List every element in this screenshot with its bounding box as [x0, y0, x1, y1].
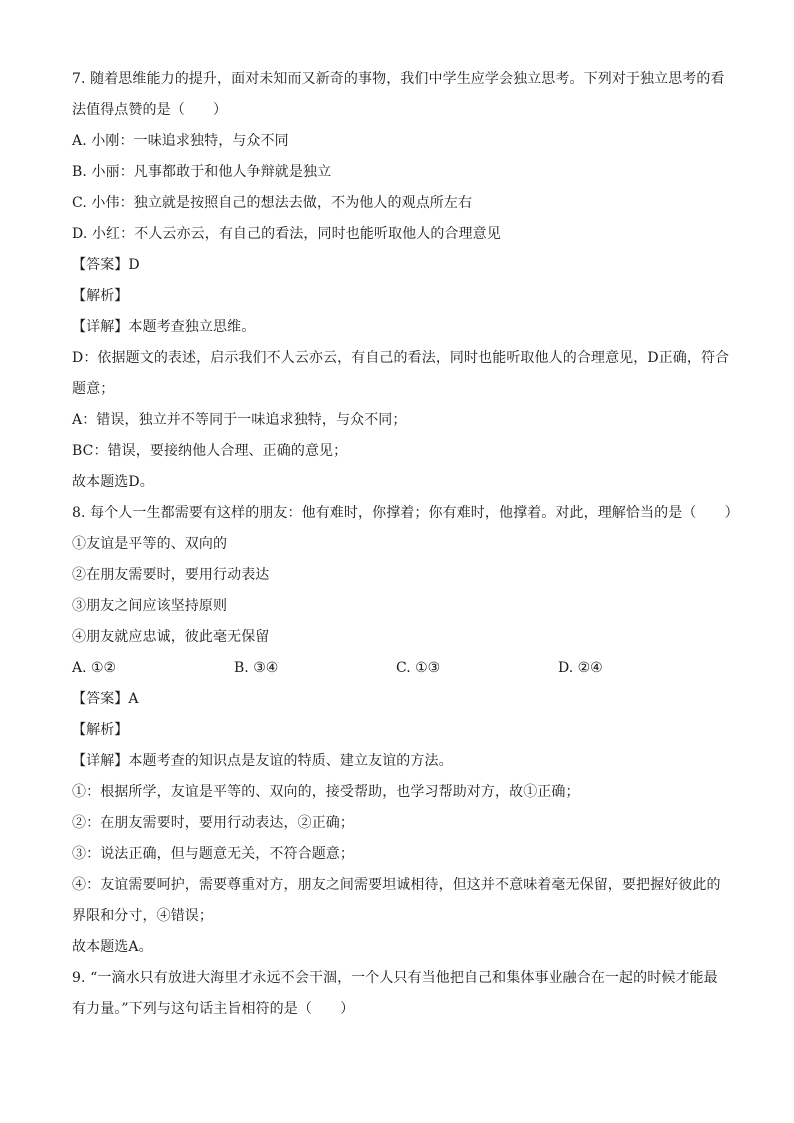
question-8-explain-line: ④：友谊需要呵护，需要尊重对方，朋友之间需要坦诚相待，但这并不意味着毫无保留，要把握好彼此的: [72, 877, 721, 893]
question-7-option-d: D. 小红：不人云亦云，有自己的看法，同时也能听取他人的合理意见: [72, 226, 501, 242]
question-7-option-b: B. 小丽：凡事都敢于和他人争辩就是独立: [72, 164, 332, 180]
question-8-detail: 【详解】本题考查的知识点是友谊的特质、建立友谊的方法。: [72, 753, 453, 769]
question-8-option-b: B. ③④: [234, 660, 279, 676]
question-8-item-1: ①友谊是平等的、双向的: [72, 536, 228, 552]
question-8-item-3: ③朋友之间应该坚持原则: [72, 598, 228, 614]
question-8-option-d: D. ②④: [558, 660, 603, 676]
question-7-explain-line: BC：错误，要接纳他人合理、正确的意见；: [72, 443, 348, 459]
question-7-explain-line: 故本题选D。: [72, 474, 154, 490]
question-9: [72, 963, 724, 1025]
question-7-option-a: A. 小刚：一味追求独特，与众不同: [72, 133, 289, 149]
question-7-explain-line: 题意；: [72, 381, 115, 397]
question-9-stem: 9. “一滴水只有放进大海里才永远不会干涸，一个人只有当他把自己和集体事业融合在一起的时候才能最: [72, 970, 718, 986]
question-8-item-2: ②在朋友需要时，要用行动表达: [72, 567, 270, 583]
question-7-option-c: C. 小伟：独立就是按照自己的想法去做，不为他人的观点所左右: [72, 195, 473, 211]
question-8-explain-line: ②：在朋友需要时，要用行动表达，②正确；: [72, 815, 354, 831]
question-9-stem-cont: 有力量。”下列与这句话主旨相符的是（ ）: [72, 1001, 355, 1017]
question-7-analysis-label: 【解析】: [72, 288, 129, 304]
question-7-stem-cont: 法值得点赞的是（ ）: [72, 102, 228, 118]
question-8-explain-line: 故本题选A。: [72, 939, 153, 955]
question-7-answer: 【答案】D: [72, 257, 140, 273]
question-8-analysis-label: 【解析】: [72, 722, 129, 738]
question-7-explain-line: D：依据题文的表述，启示我们不人云亦云，有自己的看法，同时也能听取他人的合理意见，D正确，符合: [72, 350, 730, 366]
question-7-explain-line: A：错误，独立并不等同于一味追求独特，与众不同；: [72, 412, 407, 428]
question-8-option-c: C. ①③: [396, 660, 441, 676]
question-8-options: [72, 653, 724, 684]
question-8-answer: 【答案】A: [72, 691, 139, 707]
question-8-item-4: ④朋友就应忠诚，彼此毫无保留: [72, 629, 270, 645]
document-page: [72, 64, 739, 1025]
question-7-stem: 7. 随着思维能力的提升，面对未知而又新奇的事物，我们中学生应学会独立思考。下列对于独立思考的看: [72, 71, 725, 87]
question-8-option-a: A. ①②: [72, 660, 117, 676]
question-7: [72, 64, 730, 498]
question-8: [72, 498, 739, 963]
question-7-detail: 【详解】本题考查独立思维。: [72, 319, 256, 335]
question-8-stem: 8. 每个人一生都需要有这样的朋友：他有难时，你撑着；你有难时，他撑着。对此，理解恰当的是（ ）: [72, 505, 739, 521]
question-8-explain-line: ①：根据所学，友谊是平等的、双向的，接受帮助，也学习帮助对方，故①正确；: [72, 784, 580, 800]
question-8-explain-line: ③：说法正确，但与题意无关，不符合题意；: [72, 846, 354, 862]
question-8-explain-line: 界限和分寸，④错误；: [72, 908, 213, 924]
